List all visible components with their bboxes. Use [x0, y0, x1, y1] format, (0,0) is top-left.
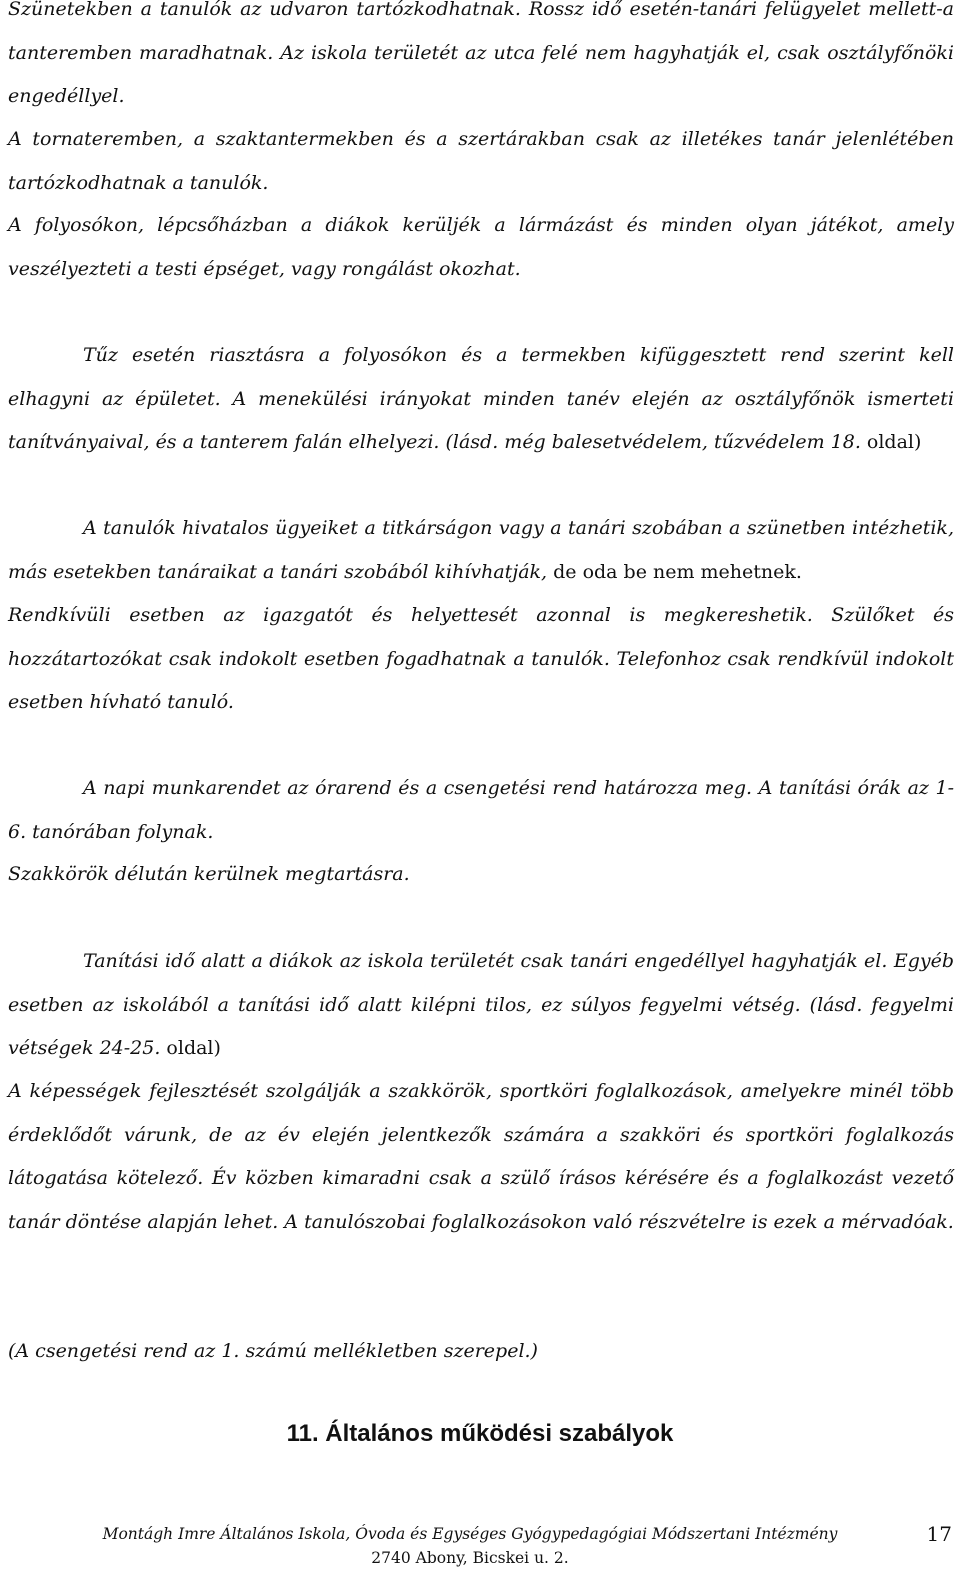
- paragraph-text: (A csengetési rend az 1. számú mellékletben szerepel.): [8, 1340, 538, 1362]
- page-footer: [60, 1522, 880, 1570]
- paragraph-bell-schedule-note: [8, 1330, 954, 1374]
- footer-address: 2740 Abony, Bicskei u. 2.: [371, 1549, 569, 1567]
- paragraph-corridor-rules: [8, 204, 954, 291]
- paragraph-text-tail: de oda be nem mehetnek.: [547, 560, 802, 583]
- paragraph-gym-rules: [8, 118, 954, 205]
- paragraph-skill-development: [8, 1070, 954, 1244]
- paragraph-text: Szünetekben a tanulók az udvaron tartózkodhatnak. Rossz idő esetén-tanári felügyelet mellett-a tanteremben maradhatnak. Az iskola területét az utca felé nem hagyhatják el, csak osztályfőnöki engedéllyel.: [8, 0, 954, 107]
- paragraph-afternoon-clubs: [8, 853, 954, 897]
- paragraph-text-tail: oldal): [160, 1037, 221, 1059]
- paragraph-leaving-school: [8, 940, 954, 1071]
- paragraph-text: Rendkívüli esetben az igazgatót és helyettesét azonnal is megkereshetik. Szülőket és hozzátartozókat csak indokolt esetben fogadhatnak a tanulók. Telefonhoz csak rendkívül indokolt esetben hívható tanuló.: [8, 604, 954, 713]
- paragraph-text: Szakkörök délután kerülnek megtartásra.: [8, 863, 410, 885]
- paragraph-text: A napi munkarendet az órarend és a csengetési rend határozza meg. A tanítási órák az 1-6. tanórában folynak.: [8, 777, 954, 843]
- paragraph-text: A képességek fejlesztését szolgálják a szakkörök, sportköri foglalkozások, amelyekre minél több érdeklődőt várunk, de az év elején jelentkezők számára a szakköri és sportköri foglalkozás látogatása kötelező. Év közben kimaradni csak a szülő írásos kérésére és a foglalkozást vezető tanár döntése alapján lehet. A tanulószobai foglalkozásokon való részvételre is ezek a mérvadóak.: [8, 1080, 954, 1233]
- paragraph-daily-schedule: [8, 767, 954, 854]
- page-number: 17: [926, 1522, 952, 1546]
- paragraph-fire-rules: [8, 334, 954, 465]
- section-heading: 11. Általános működési szabályok: [286, 1420, 674, 1447]
- paragraph-text: Tűz esetén riasztásra a folyosókon és a termekben kifüggesztett rend szerint kell elhagyni az épületet. A menekülési irányokat minden tanév elején az osztályfőnök ismerteti tanítványaival, és a tanterem falán elhelyezi. (lásd. még balesetvédelem, tűzvédelem 18.: [8, 344, 954, 453]
- paragraph-emergency-contact: [8, 594, 954, 725]
- paragraph-text: A tornateremben, a szaktantermekben és a szertárakban csak az illetékes tanár jelenlétében tartózkodhatnak a tanulók.: [8, 128, 954, 194]
- footer-institution: Montágh Imre Általános Iskola, Óvoda és Egységes Gyógypedagógiai Módszertani Intézmény: [102, 1525, 838, 1543]
- paragraph-official-matters: [8, 507, 954, 594]
- paragraph-breaks: [8, 0, 954, 119]
- paragraph-text-tail: oldal): [860, 431, 922, 453]
- paragraph-text: Tanítási idő alatt a diákok az iskola területét csak tanári engedéllyel hagyhatják el. Egyéb esetben az iskolából a tanítási idő alatt kilépni tilos, ez súlyos fegyelmi vétség. (lásd. fegyelmi vétségek 24-25.: [8, 950, 954, 1059]
- paragraph-text: A tanulók hivatalos ügyeiket a titkárságon vagy a tanári szobában a szünetben intézhetik, más esetekben tanáraikat a tanári szobából kihívhatják,: [8, 517, 954, 583]
- paragraph-text: A folyosókon, lépcsőházban a diákok kerüljék a lármázást és minden olyan játékot, amely veszélyezteti a testi épséget, vagy rongálást okozhat.: [8, 214, 954, 280]
